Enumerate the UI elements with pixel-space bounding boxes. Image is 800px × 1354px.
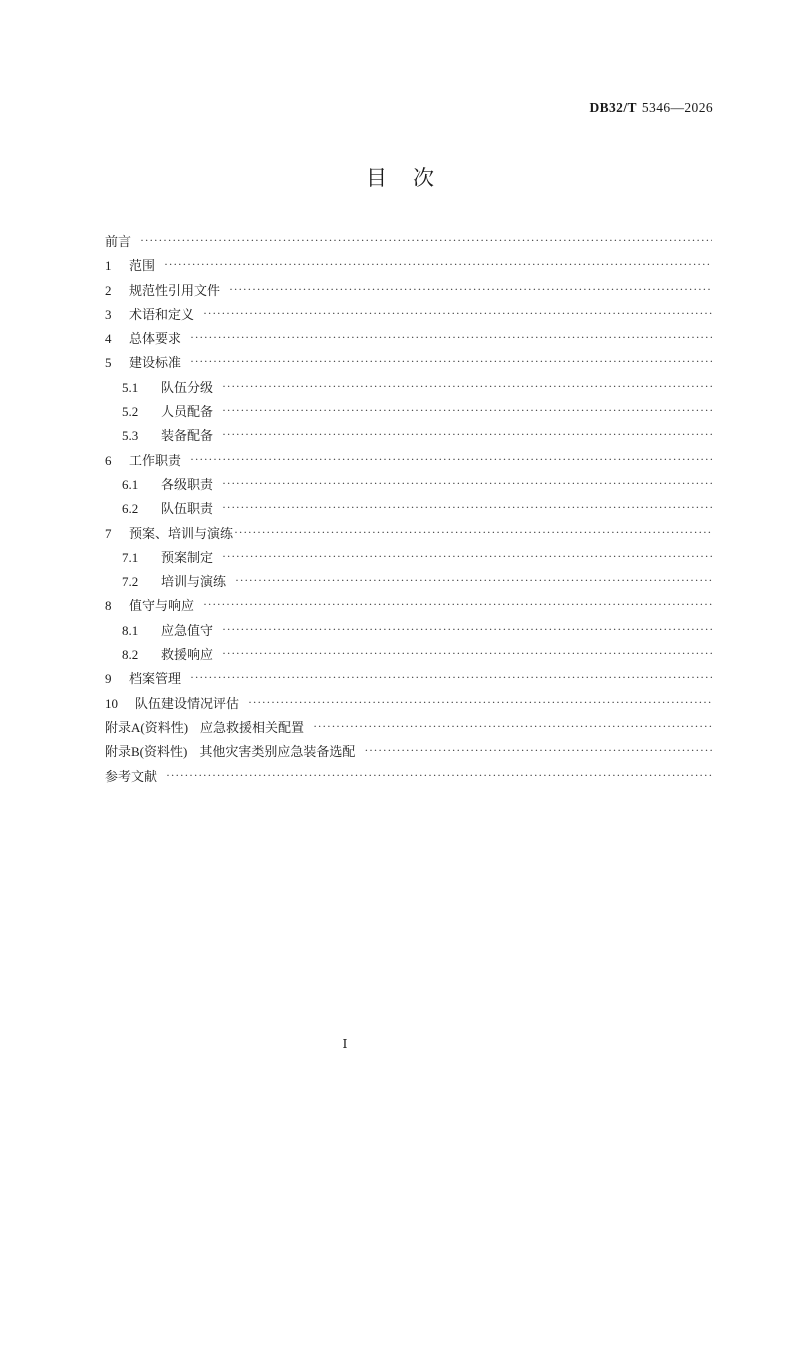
toc-entry-label: 术语和定义: [129, 306, 195, 322]
toc-entry-label: 范围: [129, 258, 156, 274]
toc-entry-label: 救援响应: [161, 647, 214, 663]
toc-entry-label: 培训与演练: [161, 574, 227, 590]
toc-entry-label: 附录A(资料性): [105, 719, 189, 735]
toc-entry-label: 装备配备: [161, 428, 214, 444]
toc-entry-label: 队伍分级: [161, 379, 214, 395]
standard-number: 5346—2026: [641, 100, 713, 115]
toc-entry-number: 8: [105, 598, 112, 614]
toc-entry-label: 档案管理: [129, 671, 182, 687]
footer-page-number: Ⅰ: [342, 1037, 348, 1051]
toc-entry-number: 4: [105, 331, 112, 347]
toc-entry-label: 预案制定: [161, 549, 214, 565]
toc-entry-number: 7.2: [122, 574, 139, 590]
toc-entry-label: 队伍建设情况评估: [135, 695, 240, 711]
toc-entry-number: 8.2: [122, 647, 139, 663]
toc-entry-number: 7.1: [122, 549, 139, 565]
toc-entry-label: 队伍职责: [161, 501, 214, 517]
page-title: 目次: [366, 166, 460, 190]
toc-entry-label: 预案、培训与演练: [129, 525, 234, 541]
toc-entry-number: 5.1: [122, 379, 139, 395]
toc-entry-number: 2: [105, 282, 112, 298]
toc-entry-number: 7: [105, 525, 112, 541]
toc-entry-number: 9: [105, 671, 112, 687]
toc-entry-label: 总体要求: [129, 331, 182, 347]
toc-entry-number: 6.1: [122, 476, 139, 492]
toc-entry-label-secondary: 应急救援相关配置: [200, 719, 305, 735]
toc-entry-number: 6.2: [122, 501, 139, 517]
toc-entry-label: 建设标准: [129, 355, 182, 371]
toc-entry-label: 参考文献: [105, 768, 158, 784]
toc-entry-label: 应急值守: [161, 622, 214, 638]
running-header: [105, 100, 713, 116]
toc-entry-number: 8.1: [122, 622, 139, 638]
toc-entry-label: 工作职责: [129, 452, 182, 468]
toc-entry-number: 6: [105, 452, 112, 468]
toc-entry-number: 5.3: [122, 428, 139, 444]
toc-entry-label-secondary: 其他灾害类别应急装备选配: [199, 744, 356, 760]
toc-entry-number: 1: [105, 258, 112, 274]
toc-entry-number: 5: [105, 355, 112, 371]
toc-entry-number: 10: [105, 695, 118, 711]
toc-entry-number: 3: [105, 306, 112, 322]
standard-prefix: DB32/T: [589, 100, 637, 115]
toc-entry-label: 前言: [105, 234, 132, 249]
toc-entry[interactable]: [105, 766, 713, 790]
toc-entry-label: 值守与响应: [129, 598, 195, 614]
toc-entry-number: 5.2: [122, 404, 139, 420]
toc-entry-label: 各级职责: [161, 476, 214, 492]
toc-entry-label: 人员配备: [161, 404, 214, 420]
toc-entry-page-number: [105, 231, 800, 1354]
toc-entry-label: 规范性引用文件: [129, 282, 221, 298]
toc-entry-label: 附录B(资料性): [105, 744, 188, 760]
table-of-contents: [105, 231, 713, 790]
